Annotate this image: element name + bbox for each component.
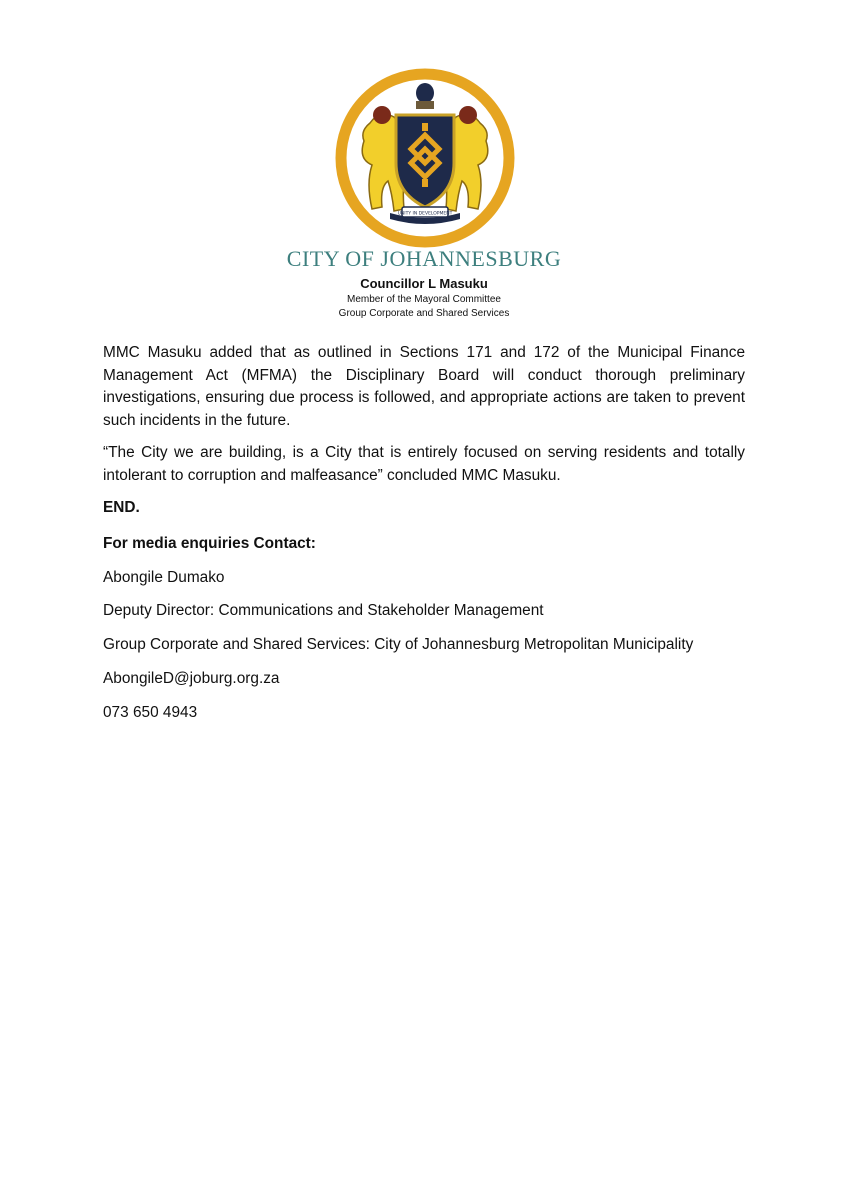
contact-phone: 073 650 4943 [103, 704, 198, 721]
role-line-2: Group Corporate and Shared Services [338, 308, 510, 319]
contact-name: Abongile Dumako [103, 569, 225, 586]
coat-of-arms-logo [330, 63, 520, 253]
media-enquiries-heading: For media enquiries Contact: [103, 535, 316, 552]
body-paragraph-1: MMC Masuku added that as outlined in Sections 171 and 172 of the Municipal Finance Management Act (MFMA) the Disciplinary Board will conduct thorough preliminary investigations, ensuring due process is followed, and appropriate actions are taken to prevent such incidents in the future. [103, 344, 745, 429]
councillor-name: Councillor L Masuku [360, 276, 488, 291]
coat-of-arms-icon [330, 63, 520, 253]
role-line-1: Member of the Mayoral Committee [347, 294, 501, 305]
contact-title: Deputy Director: Communications and Stakeholder Management [103, 602, 544, 619]
end-marker: END. [103, 499, 140, 516]
logo-motto: UNITY IN DEVELOPMENT [397, 211, 453, 217]
contact-department: Group Corporate and Shared Services: City of Johannesburg Metropolitan Municipality [103, 636, 694, 653]
city-name: CITY OF JOHANNESBURG [286, 246, 562, 271]
contact-email[interactable]: AbongileD@joburg.org.za [103, 670, 280, 687]
body-paragraph-2: “The City we are building, is a City that is entirely focused on serving residents and totally intolerant to corruption and malfeasance” concluded MMC Masuku. [103, 444, 745, 484]
